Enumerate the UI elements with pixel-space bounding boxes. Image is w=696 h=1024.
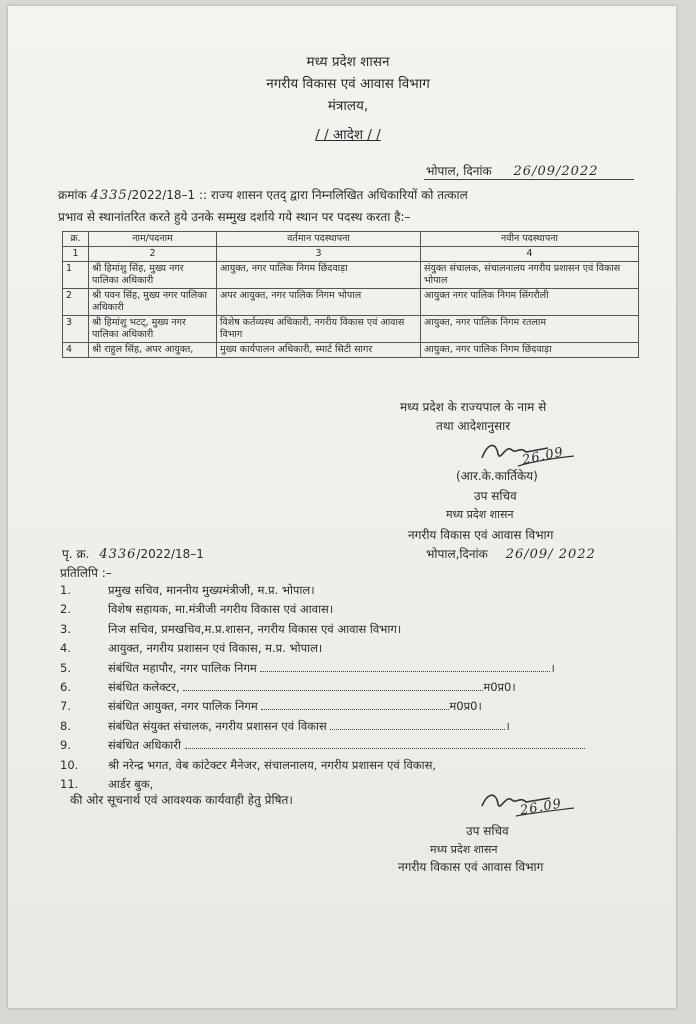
table-cell-name: श्री राहुल सिंह, अपर आयुक्त, [89, 343, 217, 358]
list-item: 9. संबंधित अधिकारी [60, 738, 620, 757]
signatory-org1: मध्य प्रदेश शासन [446, 508, 514, 521]
table-cell-current: अपर आयुक्त, नगर पालिक निगम भोपाल [217, 289, 421, 316]
table-colnum-cell: 3 [217, 247, 421, 262]
header-department: नगरीय विकास एवं आवास विभाग [266, 76, 430, 92]
signatory-name: (आर.के.कार्तिकेय) [456, 469, 538, 483]
list-item: 8. संबंधित संयुक्त संचालक, नगरीय प्रशासन एवं विकास । [60, 718, 510, 733]
table-cell-current: आयुक्त, नगर पालिक निगम छिंदवाड़ा [217, 262, 421, 289]
table-colnum-cell: 4 [421, 247, 639, 262]
list-item: 10. श्री नरेन्द्र भगत, वेब कांटेक्टर मैनेजर, संचालनालय, नगरीय प्रशासन एवं विकास, [60, 757, 437, 772]
list-item: 2. विशेष सहायक, मा.मंत्रीजी नगरीय विकास एवं आवास। [60, 602, 334, 617]
table-header-row [63, 232, 639, 247]
list-item: 5. संबंधित महापौर, नगर पालिक निगम । [60, 660, 555, 675]
closing-line: की ओर सूचनार्थ एवं आवश्यक कार्यवाही हेतु प्रेषित। [70, 793, 293, 807]
endorsement-number-value: 4336 [99, 547, 137, 562]
signatory2-designation: उप सचिव [466, 824, 509, 838]
table-cell-sn: 4 [63, 343, 89, 358]
table-colnum-cell: 1 [63, 247, 89, 262]
table-header-cell: नाम/पदनाम [89, 232, 217, 247]
order-reference [58, 186, 468, 203]
list-item: 11. आर्डर बुक, [60, 776, 154, 791]
place-date-line [426, 162, 598, 179]
endorsement-prefix: पृ. क्र. [62, 547, 90, 561]
endorsement-place-label: भोपाल,दिनांक [426, 547, 488, 561]
governor-line: मध्य प्रदेश के राज्यपाल के नाम से [400, 400, 547, 414]
fill-blank [183, 681, 483, 691]
date-underline [424, 179, 634, 180]
table-header-cell: वर्तमान पदस्थापना [217, 232, 421, 247]
table-cell-sn: 3 [63, 316, 89, 343]
table-row [63, 316, 639, 343]
endorsement-number [62, 545, 204, 562]
table-cell-new: आयुक्त नगर पालिक निगम सिंगरौली [421, 289, 639, 316]
table-cell-name: श्री हिमांशु भटट्, मुख्य नगर पालिका अधिकारी [89, 316, 217, 343]
table-colnum-cell: 2 [89, 247, 217, 262]
signature-1-date: 26.09 [520, 444, 566, 469]
table-row [63, 289, 639, 316]
order-body-line1: /2022/18–1 :: राज्य शासन एतद् द्वारा निम्नलिखित अधिकारियों को तत्काल [127, 188, 468, 202]
table-cell-current: विशेष कर्तव्यस्थ अधिकारी, नगरीय विकास एवं आवास विभाग [217, 316, 421, 343]
list-item: 3. निज सचिव, प्रमखचिव,म.प्र.शासन, नगरीय विकास एवं आवास विभाग। [60, 621, 402, 636]
table-row [63, 343, 639, 358]
list-item: 1. प्रमुख सचिव, माननीय मुख्यमंत्रीजी, म.प्र. भोपाल। [60, 583, 315, 597]
signature-2-date: 26.09 [519, 796, 564, 819]
order-line: तथा आदेशानुसार [436, 419, 511, 433]
table-cell-new: आयुक्त, नगर पालिक निगम रतलाम [421, 316, 639, 343]
table-cell-sn: 2 [63, 289, 89, 316]
endorsement-date: 26/09/ 2022 [505, 547, 596, 562]
list-item: 7. संबंधित आयुक्त, नगर पालिक निगम म0प्र0। [60, 699, 482, 714]
place-date-label: भोपाल, दिनांक [426, 164, 492, 178]
signatory2-org2: नगरीय विकास एवं आवास विभाग [398, 860, 544, 874]
endorsement-suffix: /2022/18–1 [136, 547, 204, 561]
signatory-designation: उप सचिव [474, 489, 517, 503]
copy-list [60, 583, 620, 796]
fill-blank [260, 662, 550, 672]
table-row [63, 262, 639, 289]
table-cell-current: मुख्य कार्यपालन अधिकारी, स्मार्ट सिटी सागर [217, 343, 421, 358]
table-cell-name: श्री हिमांशु सिंह, मुख्य नगर पालिका अधिकारी [89, 262, 217, 289]
fill-blank [330, 720, 505, 730]
table-colnum-row [63, 247, 639, 262]
order-number-prefix: क्रमांक [58, 188, 87, 202]
order-heading: / / आदेश / / [315, 127, 381, 143]
table-header-cell: नवीन पदस्थापना [421, 232, 639, 247]
endorsement-date-line [426, 545, 596, 562]
table-header-cell: क्र. [63, 232, 89, 247]
table-cell-new: आयुक्त, नगर पालिक निगम छिंदवाड़ा [421, 343, 639, 358]
document-page [8, 6, 676, 1008]
table-cell-name: श्री पवन सिंह, मुख्य नगर पालिका अधिकारी [89, 289, 217, 316]
list-item: 6. संबंधित कलेक्टर, म0प्र0। [60, 679, 516, 694]
signatory2-org1: मध्य प्रदेश शासन [430, 843, 498, 856]
order-body-line2: प्रभाव से स्थानांतरित करते हुये उनके सम्मुख दर्शाये गये स्थान पर पदस्थ करता है:– [58, 210, 411, 224]
order-date: 26/09/2022 [513, 164, 599, 179]
signatory-org2: नगरीय विकास एवं आवास विभाग [408, 528, 554, 542]
header-ministry: मंत्रालय, [327, 98, 369, 114]
copy-label: प्रतिलिपि :– [60, 566, 112, 580]
header-govt: मध्य प्रदेश शासन [306, 54, 390, 70]
transfer-table [62, 231, 639, 358]
list-item: 4. आयुक्त, नगरीय प्रशासन एवं विकास, म.प्र. भोपाल। [60, 641, 323, 656]
order-number: 4335 [90, 188, 128, 203]
table-cell-sn: 1 [63, 262, 89, 289]
fill-blank [185, 739, 585, 749]
table-cell-new: संयुक्त संचालक, संचालनालय नगरीय प्रशासन एवं विकास भोपाल [421, 262, 639, 289]
fill-blank [261, 700, 449, 710]
